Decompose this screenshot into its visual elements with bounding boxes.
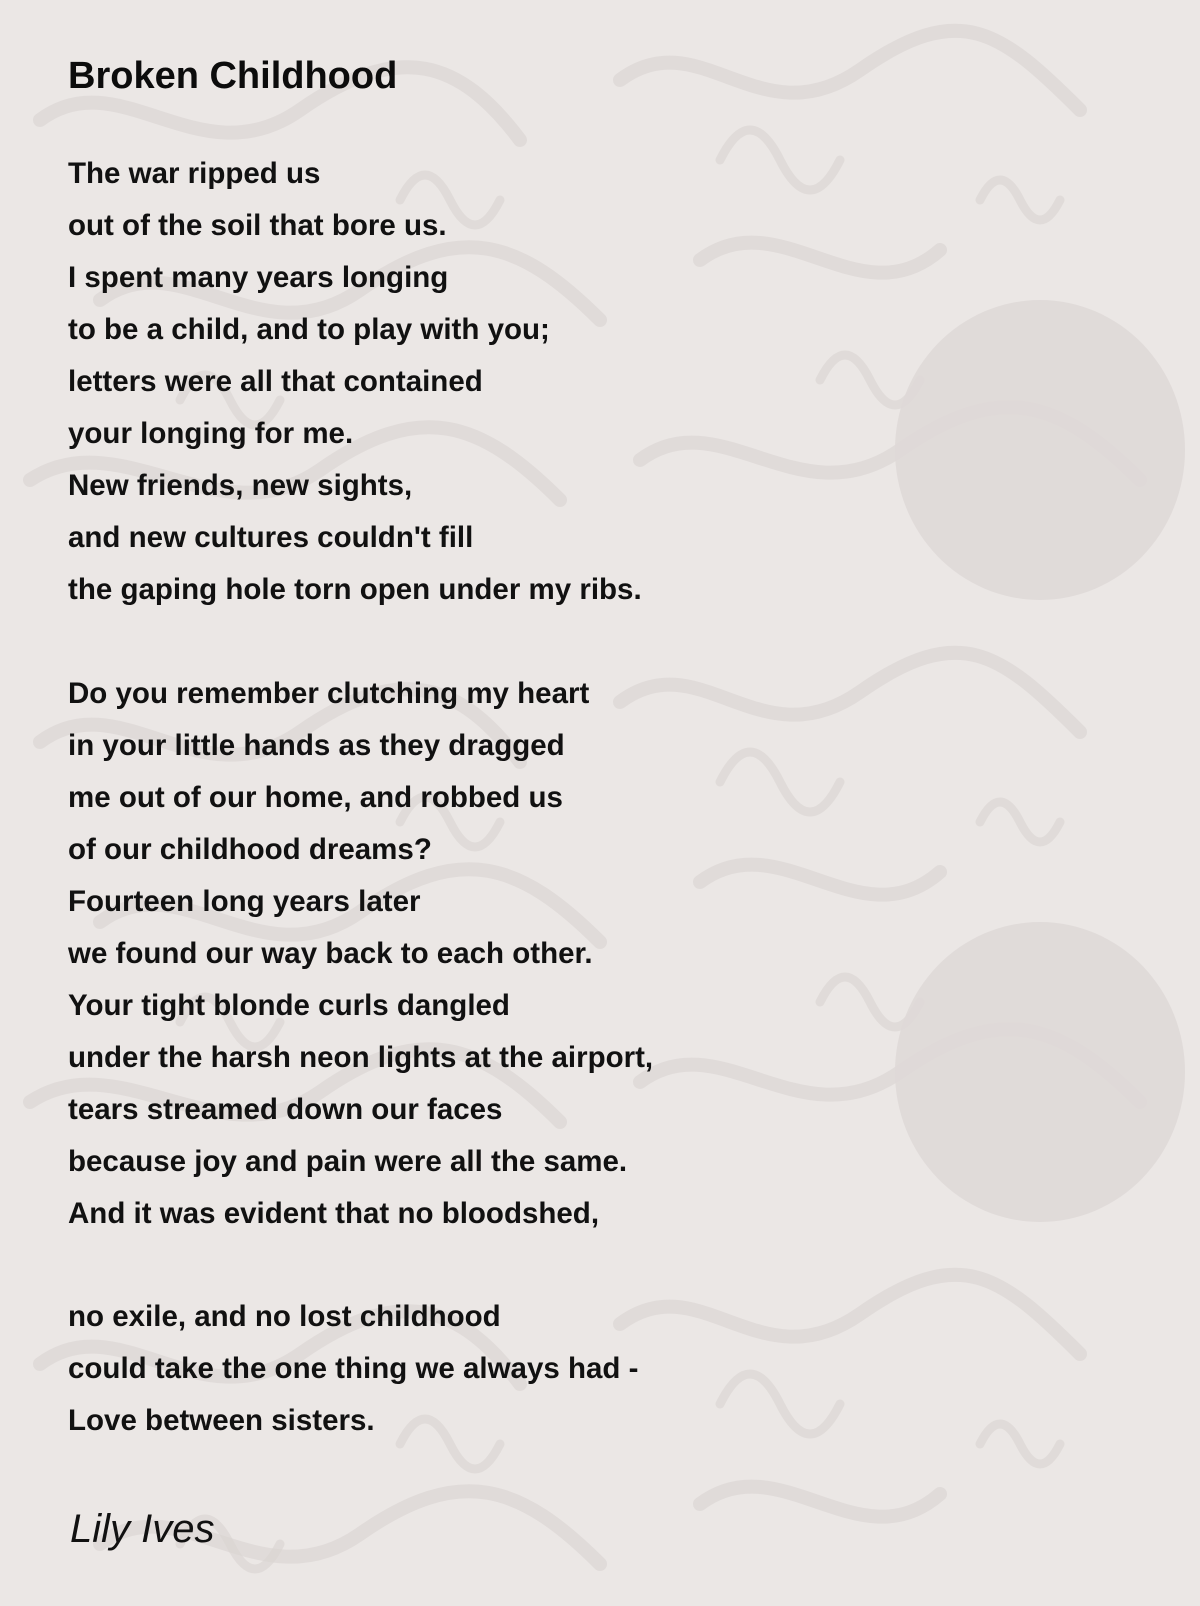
poem-line: me out of our home, and robbed us [68,781,563,814]
poem-line: Love between sisters. [68,1404,375,1437]
poem-stanza-3 [68,1291,638,1447]
poem-line: tears streamed down our faces [68,1093,503,1126]
poem-line: out of the soil that bore us. [68,209,447,242]
poem-line: and new cultures couldn't fill [68,521,474,554]
poem-line: And it was evident that no bloodshed, [68,1197,600,1230]
poem-line: Fourteen long years later [68,885,421,918]
poem-line: no exile, and no lost childhood [68,1300,501,1333]
poem-title: Broken Childhood [68,55,398,97]
poem-line: letters were all that contained [68,365,483,398]
poem-stanza-2 [68,668,653,1240]
poem-line: of our childhood dreams? [68,833,432,866]
poem-line: New friends, new sights, [68,469,413,502]
poem-stanza-1 [68,148,642,616]
poem-line: because joy and pain were all the same. [68,1145,628,1178]
poem-line: could take the one thing we always had - [68,1352,639,1385]
poem-line: Your tight blonde curls dangled [68,989,510,1022]
poem-line: the gaping hole torn open under my ribs. [68,573,642,606]
poem-line: under the harsh neon lights at the airport, [68,1041,654,1074]
poem-line: Do you remember clutching my heart [68,677,590,710]
poem-line: your longing for me. [68,417,354,450]
poem-line: to be a child, and to play with you; [68,313,550,346]
poem-line: in your little hands as they dragged [68,729,565,762]
poem-line: we found our way back to each other. [68,937,593,970]
poem-line: The war ripped us [68,157,321,190]
poem-line: I spent many years longing [68,261,449,294]
poem-author: Lily Ives [70,1507,215,1551]
